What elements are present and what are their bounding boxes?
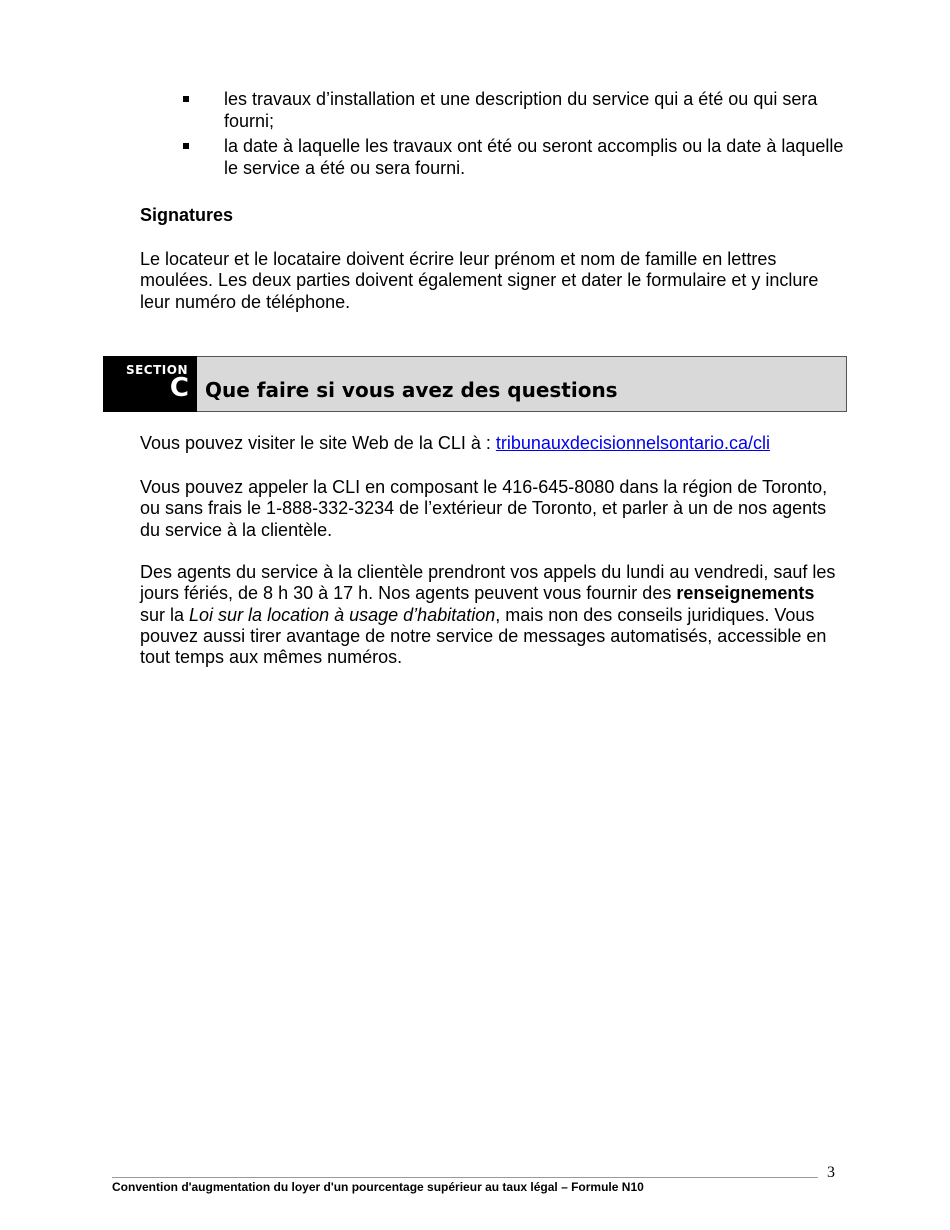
bullet-text: les travaux d’installation et une description du service qui a été ou qui sera fourni; <box>224 89 818 131</box>
website-paragraph <box>140 433 840 454</box>
hours-italic-text: Loi sur la location à usage d’habitation <box>189 604 496 625</box>
list-item <box>180 136 850 179</box>
signatures-paragraph: Le locateur et le locataire doivent écrire leur prénom et nom de famille en lettres moulées. Les deux parties doivent également signer et dater le formulaire et y inclure leur numéro de téléphone. <box>140 249 819 312</box>
footer-title: Convention d'augmentation du loyer d'un pourcentage supérieur au taux légal – Formule N10 <box>112 1180 644 1194</box>
hours-text-3: , mais non des conseils juridiques. Vous pouvez aussi tirer avantage de notre service de messages automatisés, accessible en tout temps aux mêmes numéros. <box>140 604 827 668</box>
hours-paragraph <box>140 562 840 668</box>
hours-bold-text: renseignements <box>676 583 815 604</box>
footer-divider <box>112 1177 818 1178</box>
hours-text-1: Des agents du service à la clientèle prendront vos appels du lundi au vendredi, sauf les jours fériés, de 8 h 30 à 17 h. Nos agents peuvent vous fournir des <box>140 562 836 604</box>
section-word: SECTION <box>125 363 188 377</box>
list-item <box>180 89 850 132</box>
hours-text-2: sur la <box>140 604 190 625</box>
square-bullet-icon <box>183 96 189 102</box>
phone-paragraph: Vous pouvez appeler la CLI en composant le 416-645-8080 dans la région de Toronto, ou sans frais le 1-888-332-3234 de l’extérieur de Toronto, et parler à un de nos agents du service à la clientèle. <box>140 477 828 540</box>
requirements-bullet-list <box>180 89 850 183</box>
website-link[interactable]: tribunauxdecisionnelsontario.ca/cli <box>495 433 771 453</box>
page-number: 3 <box>827 1164 835 1181</box>
signatures-heading: Signatures <box>140 205 234 225</box>
section-label-tab <box>103 356 197 412</box>
square-bullet-icon <box>183 143 189 149</box>
section-letter: C <box>169 373 189 403</box>
website-prefix: Vous pouvez visiter le site Web de la CLI à : <box>140 433 496 453</box>
bullet-text: la date à laquelle les travaux ont été ou seront accomplis ou la date à laquelle le service a été ou sera fourni. <box>224 136 844 178</box>
section-c-banner <box>103 356 847 412</box>
section-title: Que faire si vous avez des questions <box>205 378 618 402</box>
